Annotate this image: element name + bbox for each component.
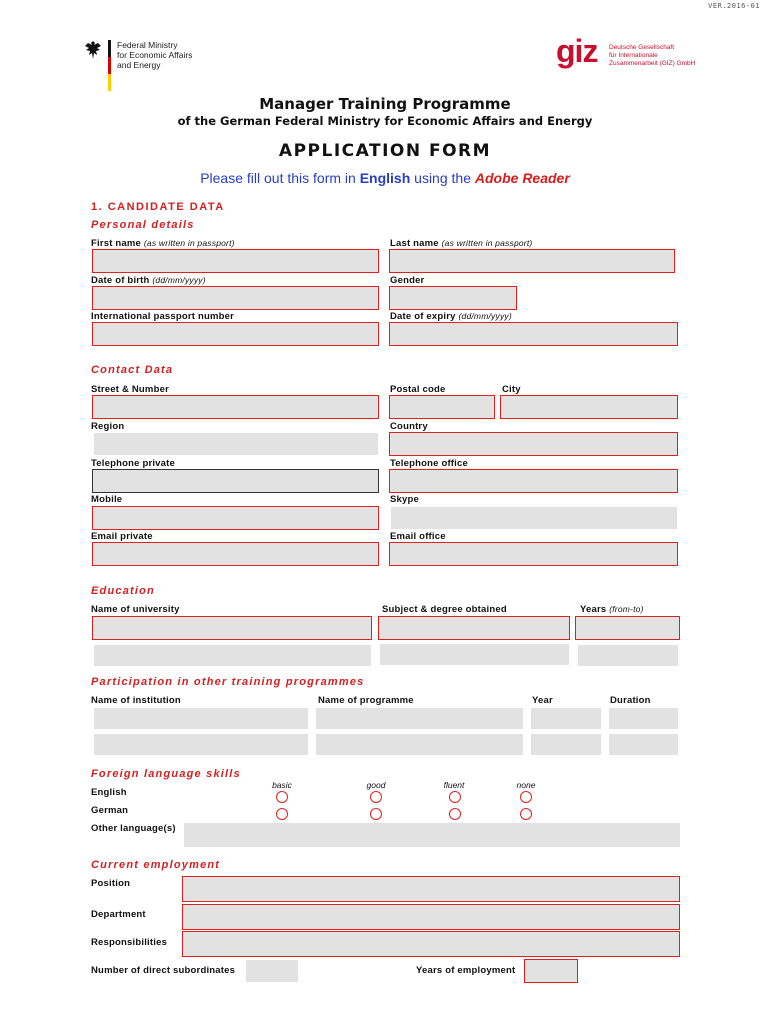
tel-private-field[interactable] [92,469,379,493]
last-name-field[interactable] [389,249,675,273]
ministry-logo-text: Federal Ministry for Economic Affairs and Energy [117,40,193,70]
english-none-radio[interactable] [520,791,532,803]
years-field-2[interactable] [578,645,678,666]
first-name-label: First name (as written in passport) [91,238,235,249]
english-label: English [91,787,127,798]
duration-label: Duration [610,695,651,706]
level-none-label: none [516,780,536,790]
subsection-personal-details: Personal details [91,219,195,231]
programme-label: Name of programme [318,695,414,706]
year-label: Year [532,695,553,706]
german-flag-stripe [108,40,111,92]
email-office-field[interactable] [389,542,678,566]
last-name-label: Last name (as written in passport) [390,238,533,249]
country-label: Country [390,421,428,432]
level-basic-label: basic [272,780,292,790]
street-field[interactable] [92,395,379,419]
programme-field-2[interactable] [316,734,523,755]
email-private-label: Email private [91,531,153,542]
tel-private-label: Telephone private [91,458,175,469]
subject-field-1[interactable] [378,616,570,640]
department-label: Department [91,909,146,920]
german-label: German [91,805,129,816]
gender-field[interactable] [389,286,517,310]
email-private-field[interactable] [92,542,379,566]
subordinates-field[interactable] [246,960,298,982]
years-label: Years (from-to) [580,604,644,615]
gender-label: Gender [390,275,425,286]
duration-field-1[interactable] [609,708,678,729]
subsection-education: Education [91,585,155,597]
email-office-label: Email office [390,531,446,542]
subject-field-2[interactable] [380,644,569,665]
tel-office-field[interactable] [389,469,678,493]
german-none-radio[interactable] [520,808,532,820]
section-candidate-data: 1. CANDIDATE DATA [91,201,225,213]
skype-field[interactable] [391,507,677,529]
postal-field[interactable] [389,395,495,419]
passport-label: International passport number [91,311,235,322]
department-field[interactable] [182,904,680,930]
version-label: VER.2016-01 [708,2,760,10]
giz-logo-text: Deutsche Gesellschaft für Internationale Zusammenarbeit (GIZ) GmbH [609,44,696,67]
duration-field-2[interactable] [609,734,678,755]
expiry-field[interactable] [389,322,678,346]
subsection-languages: Foreign language skills [91,768,241,780]
passport-field[interactable] [92,322,379,346]
german-basic-radio[interactable] [276,808,288,820]
subsection-training: Participation in other training programmes [91,676,365,688]
english-basic-radio[interactable] [276,791,288,803]
mobile-label: Mobile [91,494,123,505]
postal-label: Postal code [390,384,446,395]
german-fluent-radio[interactable] [449,808,461,820]
other-languages-field[interactable] [184,823,680,847]
mobile-field[interactable] [92,506,379,530]
programme-field-1[interactable] [316,708,523,729]
responsibilities-field[interactable] [182,931,680,957]
tel-office-label: Telephone office [390,458,468,469]
country-field[interactable] [389,432,678,456]
years-employment-label: Years of employment [416,965,516,976]
federal-eagle-icon [84,40,102,60]
programme-title: Manager Training Programme [259,95,511,113]
german-good-radio[interactable] [370,808,382,820]
city-label: City [502,384,521,395]
english-good-radio[interactable] [370,791,382,803]
subordinates-label: Number of direct subordinates [91,965,236,976]
institution-field-2[interactable] [94,734,308,755]
city-field[interactable] [500,395,678,419]
giz-logo: giz [556,33,598,69]
subject-label: Subject & degree obtained [382,604,507,615]
programme-subtitle: of the German Federal Ministry for Economic Affairs and Energy [177,114,593,128]
street-label: Street & Number [91,384,169,395]
university-label: Name of university [91,604,180,615]
dob-label: Date of birth (dd/mm/yyyy) [91,275,206,286]
responsibilities-label: Responsibilities [91,937,168,948]
skype-label: Skype [390,494,419,505]
first-name-field[interactable] [92,249,379,273]
level-good-label: good [366,780,386,790]
year-field-2[interactable] [531,734,601,755]
university-field-2[interactable] [94,645,371,666]
region-field[interactable] [94,433,378,455]
level-fluent-label: fluent [443,780,465,790]
subsection-employment: Current employment [91,859,221,871]
position-field[interactable] [182,876,680,902]
years-employment-field[interactable] [524,959,578,983]
dob-field[interactable] [92,286,379,310]
institution-label: Name of institution [91,695,181,706]
region-label: Region [91,421,125,432]
instruction-text: Please fill out this form in English using the Adobe Reader [200,170,570,186]
form-title: APPLICATION FORM [278,141,492,161]
year-field-1[interactable] [531,708,601,729]
years-field-1[interactable] [575,616,680,640]
english-fluent-radio[interactable] [449,791,461,803]
subsection-contact-data: Contact Data [91,364,174,376]
other-languages-label: Other language(s) [91,823,176,834]
university-field-1[interactable] [92,616,372,640]
institution-field-1[interactable] [94,708,308,729]
expiry-label: Date of expiry (dd/mm/yyyy) [390,311,512,322]
position-label: Position [91,878,131,889]
